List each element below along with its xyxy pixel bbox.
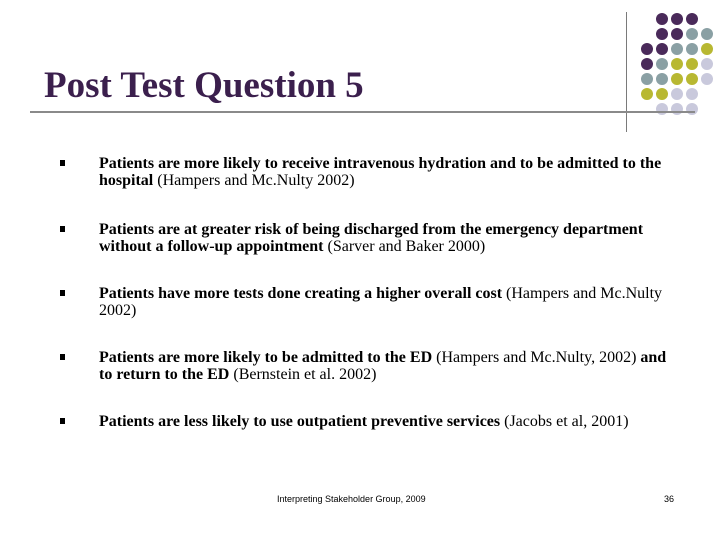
bullet-citation-2: (Bernstein et al. 2002)	[229, 366, 377, 383]
decorative-dot	[641, 43, 653, 55]
decorative-dot	[641, 58, 653, 70]
title-underline	[30, 111, 695, 113]
decorative-dot	[656, 73, 668, 85]
decorative-dot	[656, 13, 668, 25]
bullet-marker	[60, 418, 65, 424]
bullet-statement-2: and to return to the ED	[99, 349, 667, 383]
decorative-dot	[671, 58, 683, 70]
decorative-dot	[686, 28, 698, 40]
bullet-marker	[60, 354, 65, 360]
bullet-citation: (Hampers and Mc.Nulty, 2002)	[432, 349, 637, 366]
decorative-dot	[686, 13, 698, 25]
bullet-text	[99, 221, 679, 255]
decorative-dot	[641, 88, 653, 100]
bullet-marker	[60, 290, 65, 296]
decorative-dot	[656, 28, 668, 40]
bullet-text	[99, 155, 679, 189]
decorative-dot	[701, 28, 713, 40]
page-number: 36	[664, 494, 675, 504]
decorative-dot	[686, 58, 698, 70]
decorative-dot	[656, 103, 668, 115]
decorative-dot	[656, 88, 668, 100]
decorative-dot	[686, 88, 698, 100]
bullet-text	[99, 413, 679, 430]
bullet-statement: Patients are less likely to use outpatient preventive services	[99, 413, 501, 430]
decorative-dot	[671, 43, 683, 55]
decorative-dot	[701, 58, 713, 70]
decorative-dot	[671, 13, 683, 25]
bullet-statement: Patients are at greater risk of being discharged from the emergency department without a follow-up appointment	[99, 221, 644, 255]
decorative-dot	[671, 28, 683, 40]
bullet-citation: (Hampers and Mc.Nulty 2002)	[99, 285, 663, 319]
bullet-statement: Patients have more tests done creating a higher overall cost	[99, 285, 503, 302]
decorative-dot	[671, 103, 683, 115]
bullet-text	[99, 285, 679, 319]
decorative-dot	[701, 43, 713, 55]
bullet-citation: (Hampers and Mc.Nulty 2002)	[153, 172, 355, 189]
decorative-dot	[686, 73, 698, 85]
bullet-text	[99, 349, 679, 383]
decorative-dot	[656, 58, 668, 70]
bullet-statement: Patients are more likely to receive intravenous hydration and to be admitted to the hospital	[99, 155, 662, 189]
vertical-divider	[626, 12, 627, 132]
bullet-marker	[60, 160, 65, 166]
bullet-marker	[60, 226, 65, 232]
decorative-dot	[686, 43, 698, 55]
slide-title: Post Test Question 5	[44, 65, 364, 106]
decorative-dot	[671, 73, 683, 85]
decorative-dot	[701, 73, 713, 85]
decorative-dot	[686, 103, 698, 115]
decorative-dot-grid	[640, 12, 720, 122]
decorative-dot	[656, 43, 668, 55]
bullet-citation: (Jacobs et al, 2001)	[500, 413, 629, 430]
bullet-citation: (Sarver and Baker 2000)	[323, 238, 486, 255]
bullet-statement: Patients are more likely to be admitted to the ED	[99, 349, 433, 366]
decorative-dot	[671, 88, 683, 100]
footer-text: Interpreting Stakeholder Group, 2009	[277, 494, 426, 504]
decorative-dot	[641, 73, 653, 85]
